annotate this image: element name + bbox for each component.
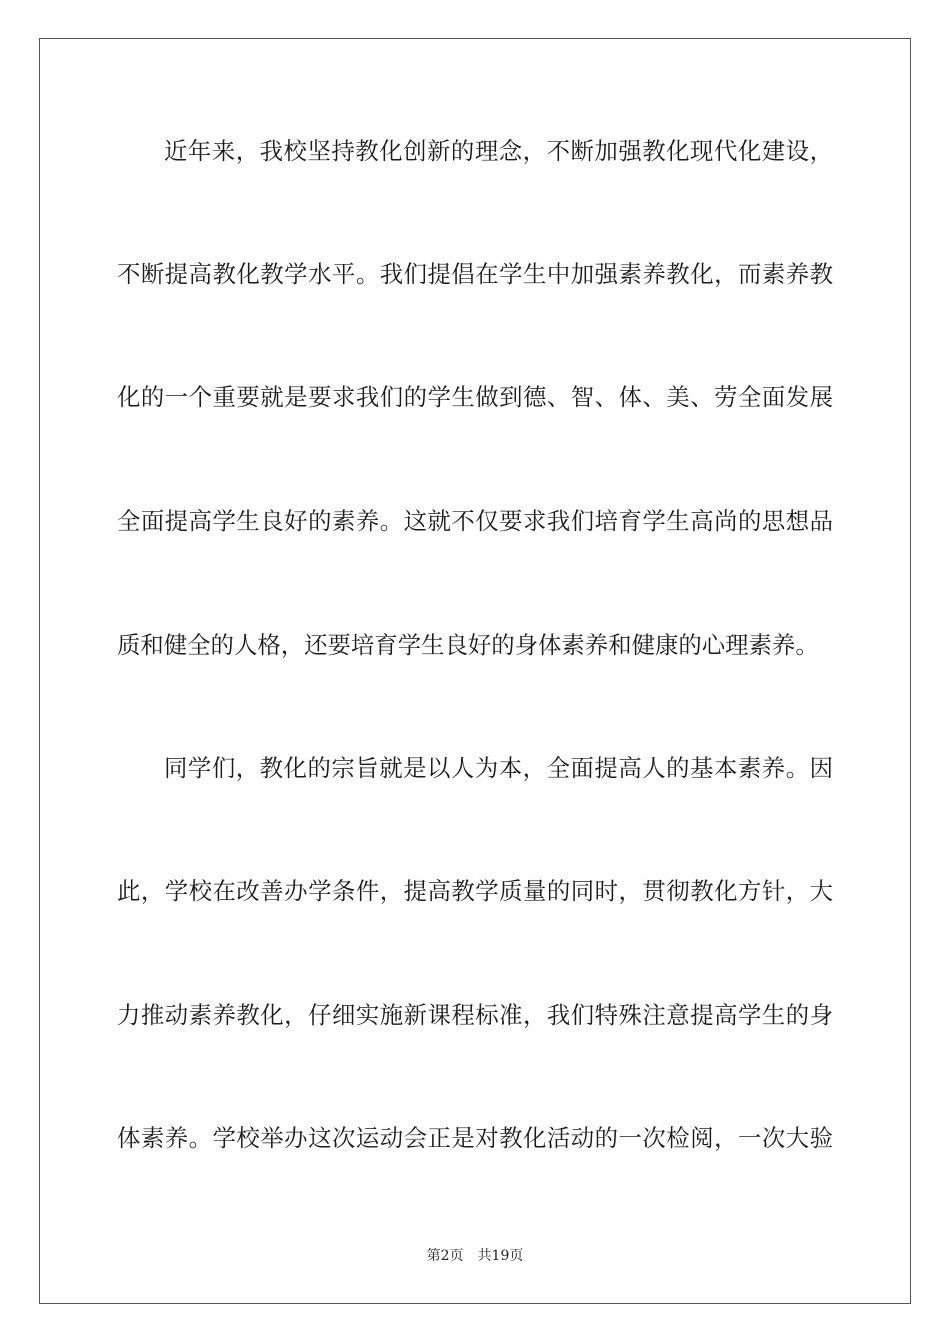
page-number: 第2页: [426, 1248, 464, 1264]
paragraph-1-line-4: 全面提高学生良好的素养。这就不仅要求我们培育学生高尚的思想品: [117, 507, 833, 535]
paragraph-2-line-2: 此，学校在改善办学条件，提高教学质量的同时，贯彻教化方针，大: [117, 877, 833, 905]
paragraph-1-line-5: 质和健全的人格，还要培育学生良好的身体素养和健康的心理素养。: [117, 631, 819, 659]
total-pages: 共19页: [477, 1248, 524, 1264]
paragraph-1-line-1: 近年来，我校坚持教化创新的理念，不断加强教化现代化建设，: [164, 137, 833, 165]
paragraph-1-line-2: 不断提高教化教学水平。我们提倡在学生中加强素养教化，而素养教: [117, 260, 833, 288]
page-footer: [0, 1247, 950, 1265]
page-border: [39, 38, 911, 1304]
paragraph-2-line-4: 体素养。学校举办这次运动会正是对教化活动的一次检阅，一次大验: [117, 1124, 833, 1152]
paragraph-2-line-3: 力推动素养教化，仔细实施新课程标准，我们特殊注意提高学生的身: [117, 1001, 833, 1029]
paragraph-1-line-3: 化的一个重要就是要求我们的学生做到德、智、体、美、劳全面发展: [117, 383, 833, 411]
paragraph-2-line-1: 同学们，教化的宗旨就是以人为本，全面提高人的基本素养。因: [164, 754, 833, 782]
